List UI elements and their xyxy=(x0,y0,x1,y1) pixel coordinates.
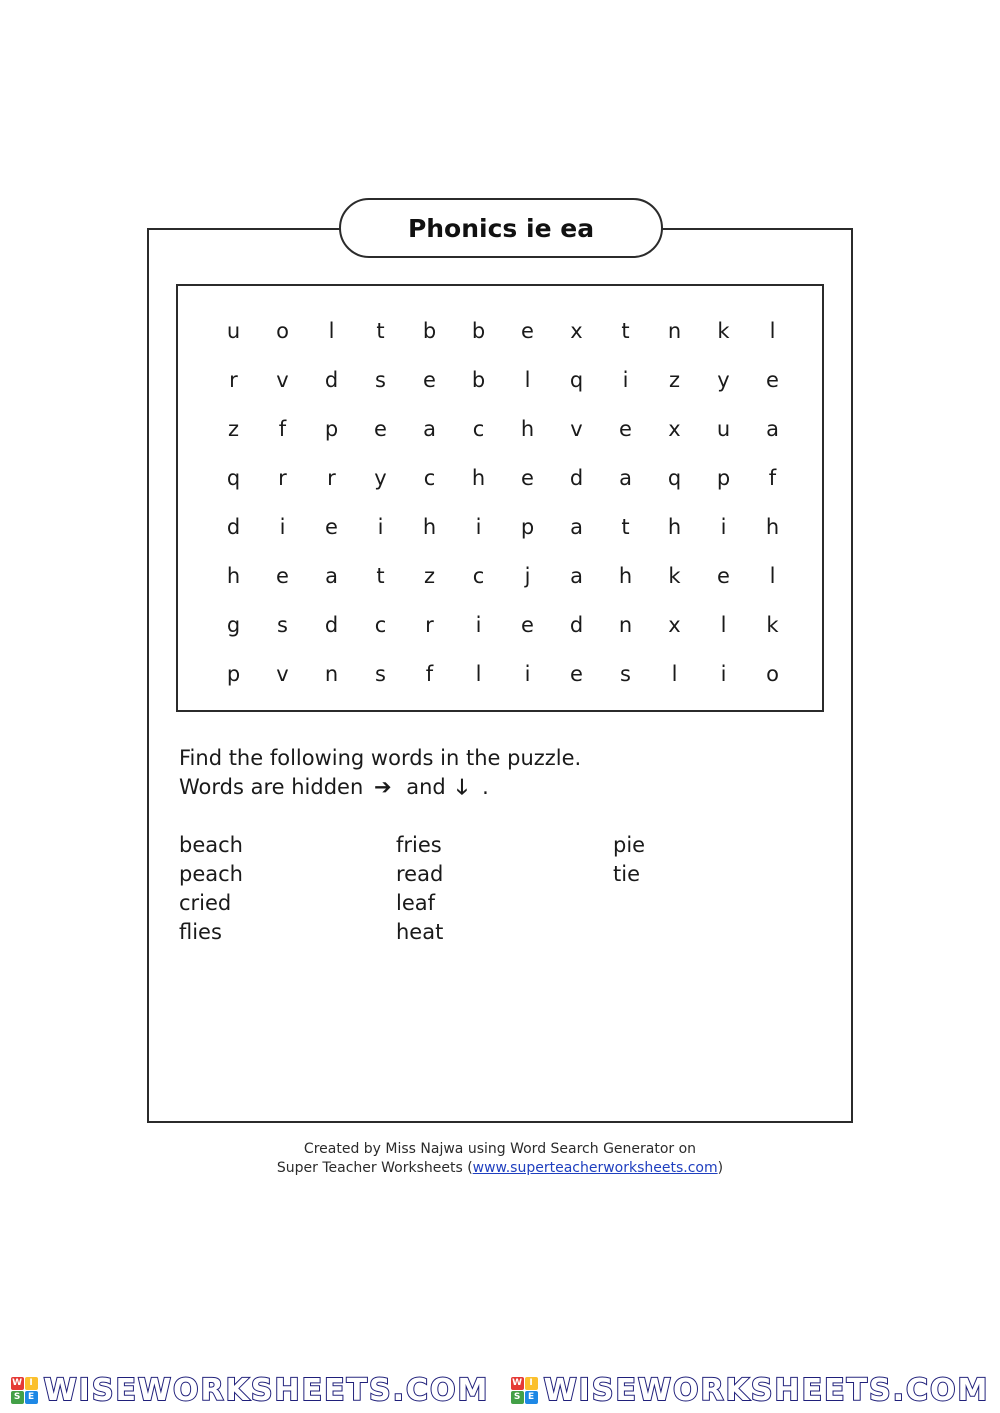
grid-letter: e xyxy=(570,661,583,686)
grid-letter: r xyxy=(327,465,336,490)
grid-letter: c xyxy=(423,465,436,490)
grid-letter: q xyxy=(667,465,682,490)
grid-letter: l xyxy=(524,367,531,392)
grid-letter: i xyxy=(475,514,482,539)
grid-letter: a xyxy=(619,465,632,490)
grid-letter: u xyxy=(226,318,241,343)
grid-letter: e xyxy=(276,563,289,588)
logo-letter: E xyxy=(525,1391,538,1404)
grid-letter: v xyxy=(276,367,289,392)
grid-letter: a xyxy=(570,563,583,588)
credit-line-2 xyxy=(0,1159,1000,1178)
grid-letter: q xyxy=(226,465,241,490)
worksheet-title: Phonics ie ea xyxy=(339,198,663,258)
grid-letter: a xyxy=(423,416,436,441)
instructions-hidden-text: Words are hidden xyxy=(179,775,364,799)
grid-letter: b xyxy=(422,318,437,343)
grid-letter: c xyxy=(472,563,485,588)
grid-letter: f xyxy=(768,465,777,490)
word-item: leaf xyxy=(396,891,436,915)
credit-link[interactable]: www.superteacherworksheets.com xyxy=(472,1160,718,1176)
brand-watermark xyxy=(11,1373,490,1408)
grid-letter: s xyxy=(620,661,631,686)
grid-letter: n xyxy=(667,318,682,343)
grid-letter: l xyxy=(769,318,776,343)
grid-letter: e xyxy=(521,318,534,343)
grid-letter: l xyxy=(720,612,727,637)
grid-letter: s xyxy=(375,367,386,392)
grid-letter: i xyxy=(475,612,482,637)
grid-letter: o xyxy=(766,661,779,686)
grid-letter: g xyxy=(226,612,241,637)
instructions xyxy=(179,744,581,802)
brand-text: WISEWORKSHEETS.COM xyxy=(543,1372,990,1408)
grid-letter: h xyxy=(422,514,437,539)
word-item: tie xyxy=(613,862,640,886)
grid-letter: o xyxy=(276,318,289,343)
grid-letter: x xyxy=(570,318,583,343)
grid-letter: y xyxy=(717,367,730,392)
grid-letter: d xyxy=(569,612,584,637)
grid-letter: j xyxy=(524,563,531,588)
grid-letter: r xyxy=(229,367,238,392)
grid-letter: x xyxy=(668,416,681,441)
word-item: peach xyxy=(179,862,243,886)
grid-letter: r xyxy=(425,612,434,637)
grid-letter: q xyxy=(569,367,584,392)
grid-letter: e xyxy=(374,416,387,441)
grid-letter: e xyxy=(717,563,730,588)
grid-letter: e xyxy=(325,514,338,539)
word-column xyxy=(613,831,830,947)
grid-letter: a xyxy=(570,514,583,539)
grid-letter: d xyxy=(569,465,584,490)
grid-letter: h xyxy=(471,465,486,490)
grid-letter: s xyxy=(277,612,288,637)
credit-suffix: ) xyxy=(717,1160,724,1176)
grid-letter: c xyxy=(472,416,485,441)
grid-letter: e xyxy=(521,612,534,637)
credit xyxy=(0,1140,1000,1178)
brand-logo-icon xyxy=(11,1377,38,1404)
grid-letter: z xyxy=(227,416,240,441)
grid-letter: y xyxy=(374,465,387,490)
grid-letter: n xyxy=(618,612,633,637)
grid-letter: e xyxy=(423,367,436,392)
grid-letter: t xyxy=(621,514,630,539)
grid-letter: p xyxy=(716,465,731,490)
word-item: cried xyxy=(179,891,232,915)
word-item: flies xyxy=(179,920,222,944)
grid-letter: x xyxy=(668,612,681,637)
logo-letter: E xyxy=(25,1391,38,1404)
grid-letter: d xyxy=(226,514,241,539)
instructions-line-2 xyxy=(179,773,581,802)
grid-letter: l xyxy=(769,563,776,588)
brand-text: WISEWORKSHEETS.COM xyxy=(43,1372,490,1408)
brand-watermark xyxy=(511,1373,990,1408)
grid-letter: k xyxy=(668,563,681,588)
footer-banner xyxy=(0,1372,1000,1408)
grid-letter: h xyxy=(520,416,535,441)
word-column xyxy=(179,831,396,947)
grid-letter: i xyxy=(622,367,629,392)
grid-letter: h xyxy=(765,514,780,539)
grid-letter: h xyxy=(667,514,682,539)
grid-letter: d xyxy=(324,612,339,637)
instructions-and-text: and xyxy=(406,775,446,799)
instructions-period: . xyxy=(482,775,489,799)
arrow-right-icon: ➔ xyxy=(373,775,392,799)
grid-letter: f xyxy=(425,661,434,686)
grid-letter: k xyxy=(766,612,779,637)
grid-letter: i xyxy=(279,514,286,539)
word-item: fries xyxy=(396,833,442,857)
grid-letter: t xyxy=(376,318,385,343)
credit-line-1: Created by Miss Najwa using Word Search Generator on xyxy=(303,1141,697,1157)
grid-letter: b xyxy=(471,367,486,392)
grid-letter: a xyxy=(766,416,779,441)
word-column xyxy=(396,831,613,947)
grid-letter: e xyxy=(766,367,779,392)
grid-letter: l xyxy=(328,318,335,343)
instructions-line-1: Find the following words in the puzzle. xyxy=(179,746,582,770)
grid-letter: b xyxy=(471,318,486,343)
grid-letter: a xyxy=(325,563,338,588)
word-item: heat xyxy=(396,920,444,944)
word-item: read xyxy=(396,862,444,886)
grid-letter: k xyxy=(717,318,730,343)
logo-letter: I xyxy=(25,1377,38,1390)
logo-letter: W xyxy=(12,1378,23,1388)
grid-letter: u xyxy=(716,416,731,441)
grid-letter: i xyxy=(720,661,727,686)
grid-letter: v xyxy=(570,416,583,441)
credit-prefix: Super Teacher Worksheets ( xyxy=(276,1160,473,1176)
grid-letter: z xyxy=(423,563,436,588)
grid-letter: z xyxy=(668,367,681,392)
grid-letter: s xyxy=(375,661,386,686)
word-item: beach xyxy=(179,833,243,857)
grid-letter: f xyxy=(278,416,287,441)
arrow-down-icon: 🡓 xyxy=(456,775,468,799)
grid-letter: d xyxy=(324,367,339,392)
grid-letter: t xyxy=(621,318,630,343)
grid-letter: i xyxy=(524,661,531,686)
logo-letter: W xyxy=(512,1378,523,1388)
grid-letter: l xyxy=(671,661,678,686)
logo-letter: S xyxy=(511,1391,524,1404)
grid-letter: p xyxy=(226,661,241,686)
grid-letter: n xyxy=(324,661,339,686)
grid-letter: t xyxy=(376,563,385,588)
word-list xyxy=(179,831,830,947)
word-item: pie xyxy=(613,833,646,857)
grid-letter: p xyxy=(520,514,535,539)
grid-letter: p xyxy=(324,416,339,441)
grid-letter: l xyxy=(475,661,482,686)
grid-letter: i xyxy=(720,514,727,539)
grid-letter: h xyxy=(618,563,633,588)
grid-letter: i xyxy=(377,514,384,539)
logo-letter: I xyxy=(525,1377,538,1390)
grid-letter: v xyxy=(276,661,289,686)
grid-letter: h xyxy=(226,563,241,588)
grid-letter: c xyxy=(374,612,387,637)
brand-logo-icon xyxy=(511,1377,538,1404)
letter-grid xyxy=(209,306,797,698)
logo-letter: S xyxy=(11,1391,24,1404)
grid-letter: e xyxy=(619,416,632,441)
grid-letter: r xyxy=(278,465,287,490)
grid-letter: e xyxy=(521,465,534,490)
